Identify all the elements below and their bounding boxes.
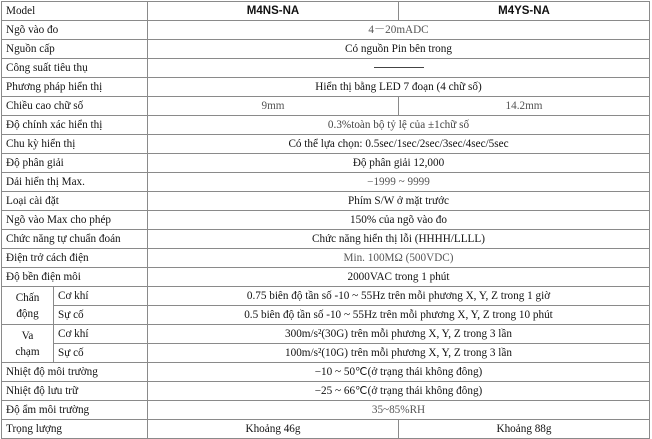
spec-table — [1, 1, 650, 439]
row-value-blank — [148, 59, 650, 78]
row-value: Có nguồn Pin bên trong — [148, 40, 650, 59]
shock-group-line2: chạm — [15, 345, 40, 358]
row-value-m4ns: Khoảng 46g — [148, 420, 399, 439]
row-value: Phím S/W ở mặt trước — [148, 192, 650, 211]
row-label: Độ bền điện môi — [2, 268, 148, 287]
row-label: Chiều cao chữ số — [2, 97, 148, 116]
row-value: 4－20mADC — [148, 21, 650, 40]
row-value: Chức năng hiển thị lỗi (HHHH/LLLL) — [148, 230, 650, 249]
vibration-mech-label: Cơ khí — [54, 287, 148, 306]
row-value: Hiển thị bằng LED 7 đoạn (4 chữ số) — [148, 78, 650, 97]
row-label: Ngõ vào Max cho phép — [2, 211, 148, 230]
blank-line — [374, 67, 424, 68]
vibration-fail-label: Sự cố — [54, 306, 148, 325]
row-label: Độ chính xác hiển thị — [2, 116, 148, 135]
header-row — [2, 2, 650, 21]
table-row — [2, 59, 650, 78]
row-label: Dải hiển thị Max. — [2, 173, 148, 192]
table-row — [2, 21, 650, 40]
table-row — [2, 154, 650, 173]
row-value: 150% của ngõ vào đo — [148, 211, 650, 230]
vibration-fail-value: 0.5 biên độ tần số -10 ~ 55Hz trên mỗi phương X, Y, Z trong 10 phút — [148, 306, 650, 325]
vibration-group-line1: Chấn — [15, 291, 40, 304]
row-label: Trọng lượng — [2, 420, 148, 439]
shock-fail-label: Sự cố — [54, 344, 148, 363]
row-label: Nhiệt độ môi trường — [2, 363, 148, 382]
table-row — [2, 306, 650, 325]
shock-fail-value: 100m/s²(10G) trên mỗi phương X, Y, Z trong 3 lần — [148, 344, 650, 363]
row-label: Phương pháp hiển thị — [2, 78, 148, 97]
row-label: Nhiệt độ lưu trữ — [2, 382, 148, 401]
shock-group-label — [2, 325, 54, 363]
table-row — [2, 78, 650, 97]
table-row — [2, 116, 650, 135]
table-row — [2, 420, 650, 439]
row-label: Nguồn cấp — [2, 40, 148, 59]
table-row — [2, 135, 650, 154]
row-value: Có thể lựa chọn: 0.5sec/1sec/2sec/3sec/4sec/5sec — [148, 135, 650, 154]
table-row — [2, 325, 650, 344]
row-value: −1999 ~ 9999 — [148, 173, 650, 192]
row-label: Ngõ vào đo — [2, 21, 148, 40]
row-label: Chức năng tự chuẩn đoán — [2, 230, 148, 249]
table-row — [2, 249, 650, 268]
table-row — [2, 382, 650, 401]
row-value: −25 ~ 66℃(ở trạng thái không đông) — [148, 382, 650, 401]
table-row — [2, 268, 650, 287]
table-row — [2, 344, 650, 363]
row-value: Độ phân giải 12,000 — [148, 154, 650, 173]
row-label: Độ phân giải — [2, 154, 148, 173]
table-row — [2, 363, 650, 382]
shock-mech-label: Cơ khí — [54, 325, 148, 344]
model-m4ys: M4YS-NA — [399, 2, 650, 21]
row-label: Độ ẩm môi trường — [2, 401, 148, 420]
table-row — [2, 40, 650, 59]
table-row — [2, 192, 650, 211]
vibration-mech-value: 0.75 biên độ tần số -10 ~ 55Hz trên mỗi phương X, Y, Z trong 1 giờ — [148, 287, 650, 306]
row-value: −10 ~ 50℃(ở trạng thái không đông) — [148, 363, 650, 382]
header-label: Model — [2, 2, 148, 21]
row-value-m4ys: 14.2mm — [399, 97, 650, 116]
row-label: Công suất tiêu thụ — [2, 59, 148, 78]
table-row — [2, 211, 650, 230]
row-label: Loại cài đặt — [2, 192, 148, 211]
table-row — [2, 401, 650, 420]
model-m4ns: M4NS-NA — [148, 2, 399, 21]
table-row — [2, 230, 650, 249]
shock-mech-value: 300m/s²(30G) trên mỗi phương X, Y, Z trong 3 lần — [148, 325, 650, 344]
table-row — [2, 97, 650, 116]
row-label: Chu kỳ hiển thị — [2, 135, 148, 154]
row-value-m4ns: 9mm — [148, 97, 399, 116]
vibration-group-line2: động — [16, 307, 39, 320]
row-value-m4ys: Khoảng 88g — [399, 420, 650, 439]
row-value: 35~85%RH — [148, 401, 650, 420]
vibration-group-label — [2, 287, 54, 325]
row-value: Min. 100MΩ (500VDC) — [148, 249, 650, 268]
row-label: Điện trở cách điện — [2, 249, 148, 268]
row-value: 2000VAC trong 1 phút — [148, 268, 650, 287]
table-row — [2, 173, 650, 192]
shock-group-line1: Va — [21, 329, 34, 342]
table-row — [2, 287, 650, 306]
row-value: 0.3%toàn bộ tỷ lệ của ±1chữ số — [148, 116, 650, 135]
